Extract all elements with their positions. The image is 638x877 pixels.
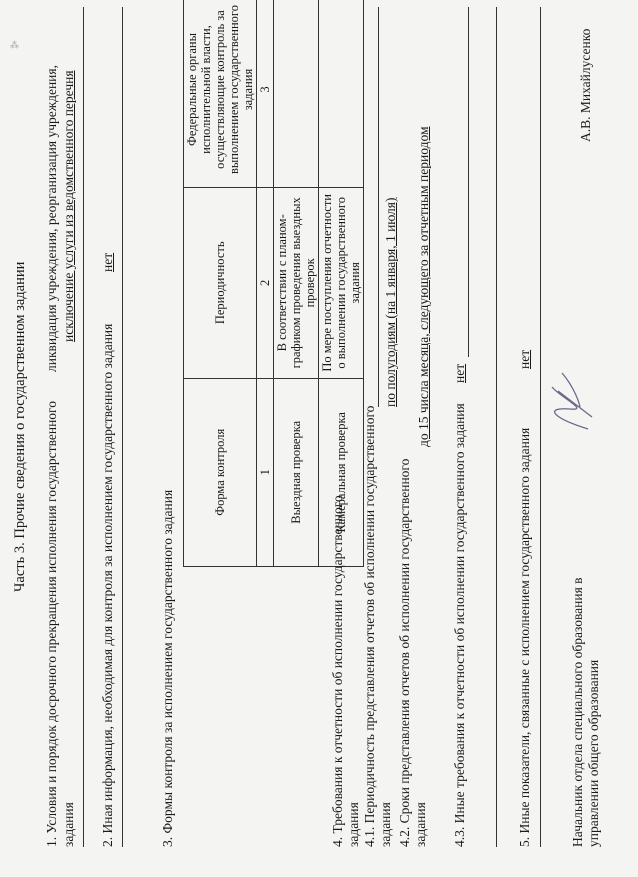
rule-line (468, 7, 469, 357)
table-row (274, 0, 319, 567)
header-authority: Федеральные органы исполнительной власти, осуществляющие контроль за выполнением государственного задания (184, 0, 257, 188)
section1-value-line2: исключение услуги из ведомственного перечня (61, 70, 76, 342)
section4-label-line1: 4. Требования к отчетности об исполнении государственного (330, 495, 345, 847)
cell-period: По мере поступления отчетности о выполнении государственного задания (319, 188, 364, 379)
other-requirements-value: нет (452, 363, 467, 383)
section1-value-line1: ликвидация учреждения, реорганизация учреждения, (44, 65, 59, 372)
section1-label-line2: задания (61, 802, 76, 847)
report-period-label-line2: задания (378, 802, 393, 847)
report-deadline-label-line2: задания (413, 802, 428, 847)
header-form: Форма контроля (184, 378, 257, 566)
binder-mark: ⁂ (10, 40, 19, 50)
section1-label-line1: 1. Условия и порядок досрочного прекращения исполнения государственного (44, 400, 59, 847)
cell-period: В соответствии с планом-графиком проведения выездных проверок (274, 188, 319, 379)
control-forms-table (183, 0, 364, 567)
report-deadline-value: до 15 числа месяца, следующего за отчетным периодом (416, 126, 431, 447)
rule-line (83, 7, 84, 847)
section4-label-line2: задания (346, 802, 361, 847)
cell-form: Выездная проверка (274, 378, 319, 566)
col-number: 1 (257, 378, 274, 566)
rule-line (496, 7, 497, 847)
rule-line (122, 7, 123, 847)
report-deadline-label-line1: 4.2. Сроки представления отчетов об исполнении государственного (397, 458, 412, 847)
cell-authority (319, 0, 364, 188)
report-period-label-line1: 4.1. Периодичность представления отчетов об исполнении государственного (362, 405, 377, 847)
signatory-position-line1: Начальник отдела специального образования в (570, 577, 585, 847)
part-title: Часть 3. Прочие сведения о государственном задании (12, 261, 28, 592)
other-requirements-label: 4.3. Иные требования к отчетности об исполнении государственного задания (452, 403, 467, 847)
section5-value: нет (517, 349, 532, 369)
report-period-value: по полугодиям (на 1 января, 1 июля) (383, 197, 398, 407)
section2-label: 2. Иная информация, необходимая для контроля за исполнением государственного задания (100, 323, 115, 847)
handwritten-signature (540, 367, 600, 437)
col-number: 2 (257, 188, 274, 379)
header-period: Периодичность (184, 188, 257, 379)
table-row (319, 0, 364, 567)
cell-form: Камеральная проверка (319, 378, 364, 566)
section5-label: 5. Иные показатели, связанные с исполнением государственного задания (517, 427, 532, 847)
col-number: 3 (257, 0, 274, 188)
table-header-row (184, 0, 257, 567)
signatory-name: А.В. Михайлусенко (578, 28, 593, 142)
section3-label: 3. Формы контроля за исполнением государственного задания (160, 489, 175, 847)
cell-authority (274, 0, 319, 188)
table-number-row (257, 0, 274, 567)
section2-value: нет (100, 252, 115, 272)
rule-line (378, 7, 379, 407)
signatory-position-line2: управлении общего образования (586, 659, 601, 847)
